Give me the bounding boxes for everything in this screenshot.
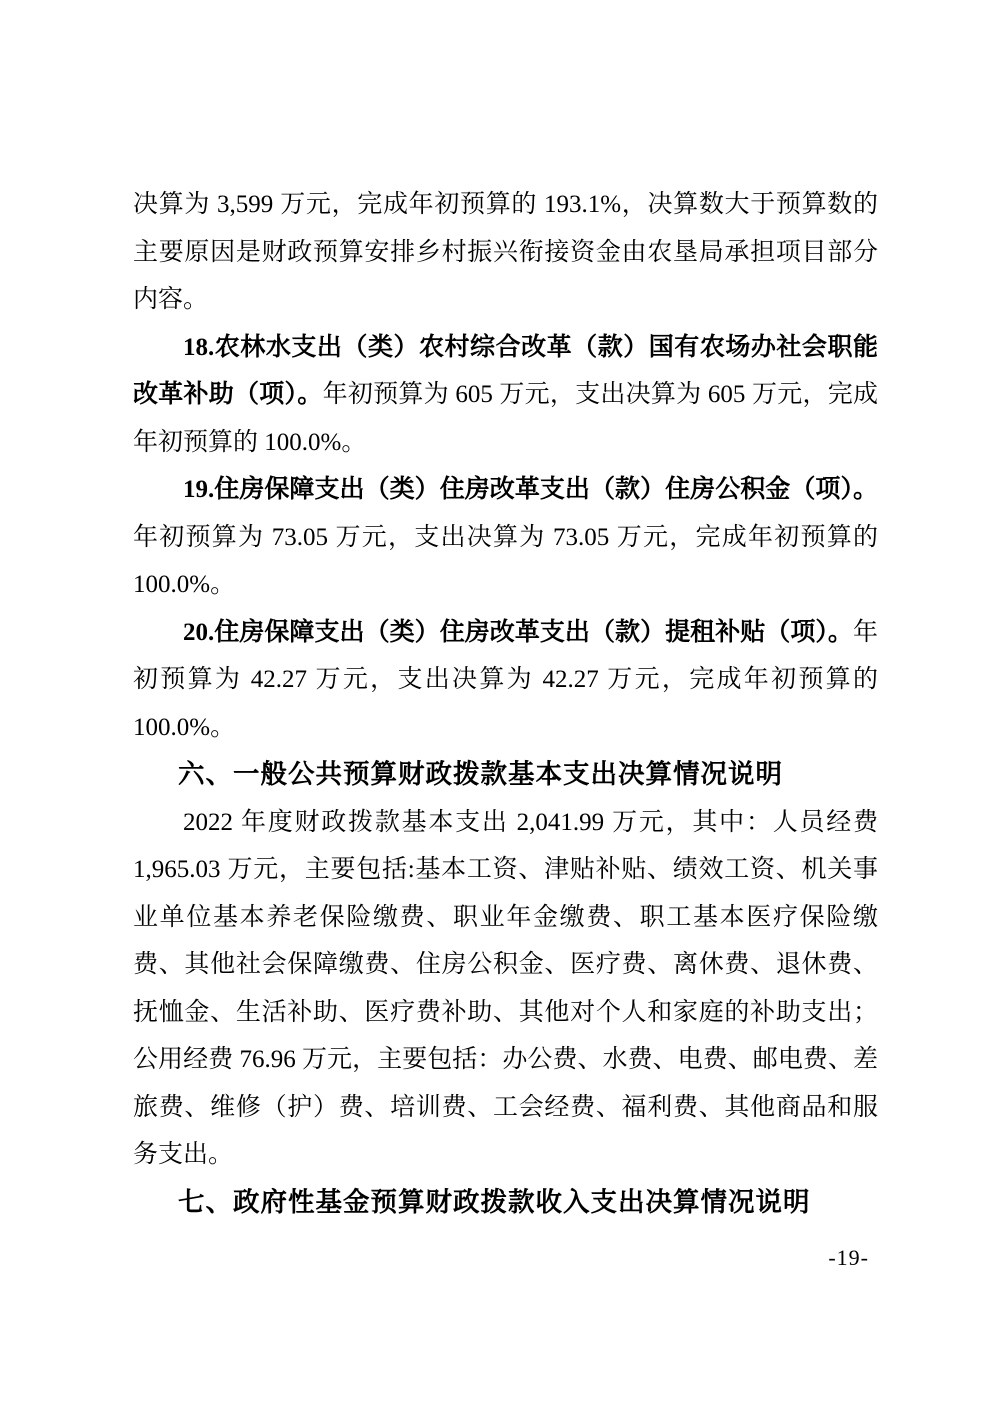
paragraph-continuation: 决算为 3,599 万元，完成年初预算的 193.1%，决算数大于预算数的主要原因是财政预算安排乡村振兴衔接资金由农垦局承担项目部分内容。 <box>133 191 878 313</box>
item-19-lead: 19.住房保障支出（类）住房改革支出（款）住房公积金（项）。 <box>183 476 878 503</box>
document-content <box>133 181 878 1226</box>
paragraph-section-6: 2022 年度财政拨款基本支出 2,041.99 万元，其中：人员经费 1,965.03 万元，主要包括:基本工资、津贴补贴、绩效工资、机关事业单位基本养老保险缴费、职业年金缴费、职工基本医疗保险缴费、其他社会保障缴费、住房公积金、医疗费、离休费、退休费、抚恤金、生活补助、医疗费补助、其他对个人和家庭的补助支出；公用经费 76.96 万元，主要包括：办公费、水费、电费、邮电费、差旅费、维修（护）费、培训费、工会经费、福利费、其他商品和服务支出。 <box>133 808 878 1168</box>
item-18-lead: 18.农林水支出（类）农村综合改革（款）国有农场办社会职能改革补助（项）。 <box>133 333 878 408</box>
section-6-heading: 六、一般公共预算财政拨款基本支出决算情况说明 <box>178 759 784 789</box>
item-18-detail: 年初预算为 605 万元，支出决算为 605 万元，完成年初预算的 100.0%。 <box>133 381 878 456</box>
item-19-detail: 年初预算为 73.05 万元，支出决算为 73.05 万元，完成年初预算的 100.0%。 <box>133 523 878 598</box>
paragraph-item-20 <box>133 609 878 752</box>
paragraph-item-18 <box>133 324 878 467</box>
section-7-heading: 七、政府性基金预算财政拨款收入支出决算情况说明 <box>178 1186 811 1217</box>
item-20-lead: 20.住房保障支出（类）住房改革支出（款）提租补贴（项）。 <box>183 618 853 646</box>
paragraph-item-19 <box>133 466 878 609</box>
item-20-detail: 年初预算为 42.27 万元，支出决算为 42.27 万元，完成年初预算的 100.0%。 <box>133 618 878 741</box>
page-number: -19- <box>828 1245 869 1270</box>
